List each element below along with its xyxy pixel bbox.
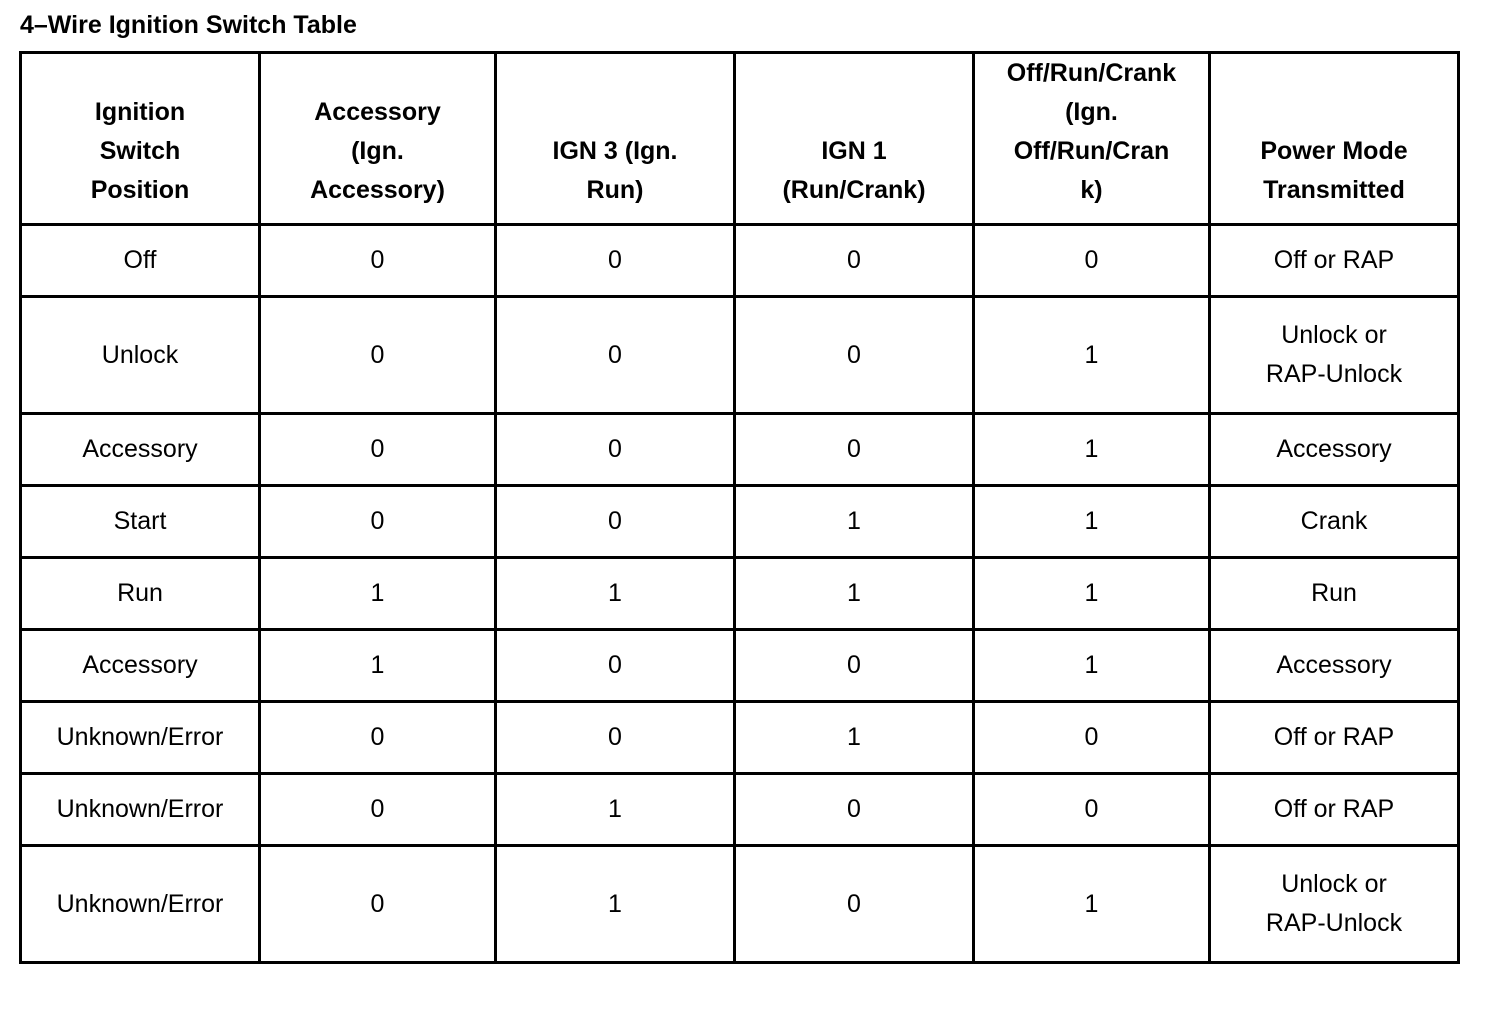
cell-power-mode: Accessory [1210, 630, 1459, 702]
cell-ign-1: 0 [735, 630, 974, 702]
table-row [21, 846, 1459, 963]
cell-power-mode: Crank [1210, 486, 1459, 558]
header-accessory: Accessory (Ign. Accessory) [260, 53, 496, 225]
cell-ign-3: 1 [496, 846, 735, 963]
cell-switch-position: Unknown/Error [21, 774, 260, 846]
cell-ign-1: 1 [735, 486, 974, 558]
table-title: 4–Wire Ignition Switch Table [20, 11, 357, 39]
cell-switch-position: Unlock [21, 297, 260, 414]
table-row [21, 486, 1459, 558]
header-ignition-switch-position: Ignition Switch Position [21, 53, 260, 225]
cell-accessory: 0 [260, 774, 496, 846]
cell-off-run-crank: 0 [974, 774, 1210, 846]
cell-accessory: 0 [260, 414, 496, 486]
cell-accessory: 1 [260, 558, 496, 630]
table-row [21, 225, 1459, 297]
cell-ign-3: 0 [496, 225, 735, 297]
cell-ign-3: 0 [496, 414, 735, 486]
cell-switch-position: Start [21, 486, 260, 558]
header-row [21, 53, 1459, 225]
cell-accessory: 0 [260, 486, 496, 558]
cell-ign-3: 1 [496, 774, 735, 846]
cell-ign-1: 0 [735, 846, 974, 963]
cell-switch-position: Accessory [21, 630, 260, 702]
header-ign-1: IGN 1 (Run/Crank) [735, 53, 974, 225]
cell-switch-position: Run [21, 558, 260, 630]
cell-accessory: 0 [260, 225, 496, 297]
cell-off-run-crank: 1 [974, 630, 1210, 702]
ignition-switch-table [19, 51, 1460, 964]
table-row [21, 702, 1459, 774]
cell-power-mode: Unlock or RAP-Unlock [1210, 297, 1459, 414]
header-power-mode-transmitted: Power Mode Transmitted [1210, 53, 1459, 225]
cell-ign-1: 0 [735, 225, 974, 297]
table-row [21, 774, 1459, 846]
cell-switch-position: Unknown/Error [21, 702, 260, 774]
cell-power-mode: Run [1210, 558, 1459, 630]
cell-accessory: 0 [260, 846, 496, 963]
header-ign-3: IGN 3 (Ign. Run) [496, 53, 735, 225]
cell-off-run-crank: 1 [974, 846, 1210, 963]
cell-off-run-crank: 1 [974, 486, 1210, 558]
cell-accessory: 0 [260, 702, 496, 774]
cell-power-mode: Accessory [1210, 414, 1459, 486]
header-off-run-crank: Off/Run/Crank (Ign. Off/Run/Cran k) [974, 53, 1210, 225]
cell-accessory: 0 [260, 297, 496, 414]
cell-ign-3: 0 [496, 630, 735, 702]
table-row [21, 630, 1459, 702]
cell-power-mode: Off or RAP [1210, 774, 1459, 846]
cell-off-run-crank: 0 [974, 702, 1210, 774]
cell-ign-1: 0 [735, 414, 974, 486]
cell-ign-1: 0 [735, 774, 974, 846]
cell-off-run-crank: 1 [974, 558, 1210, 630]
cell-ign-1: 1 [735, 702, 974, 774]
cell-switch-position: Off [21, 225, 260, 297]
cell-power-mode: Unlock or RAP-Unlock [1210, 846, 1459, 963]
cell-switch-position: Accessory [21, 414, 260, 486]
cell-switch-position: Unknown/Error [21, 846, 260, 963]
cell-ign-3: 0 [496, 702, 735, 774]
cell-ign-1: 1 [735, 558, 974, 630]
cell-power-mode: Off or RAP [1210, 702, 1459, 774]
cell-off-run-crank: 1 [974, 414, 1210, 486]
cell-off-run-crank: 0 [974, 225, 1210, 297]
table-row [21, 297, 1459, 414]
cell-ign-3: 1 [496, 558, 735, 630]
cell-ign-1: 0 [735, 297, 974, 414]
table-row [21, 414, 1459, 486]
cell-ign-3: 0 [496, 486, 735, 558]
cell-power-mode: Off or RAP [1210, 225, 1459, 297]
table-row [21, 558, 1459, 630]
cell-off-run-crank: 1 [974, 297, 1210, 414]
cell-ign-3: 0 [496, 297, 735, 414]
cell-accessory: 1 [260, 630, 496, 702]
